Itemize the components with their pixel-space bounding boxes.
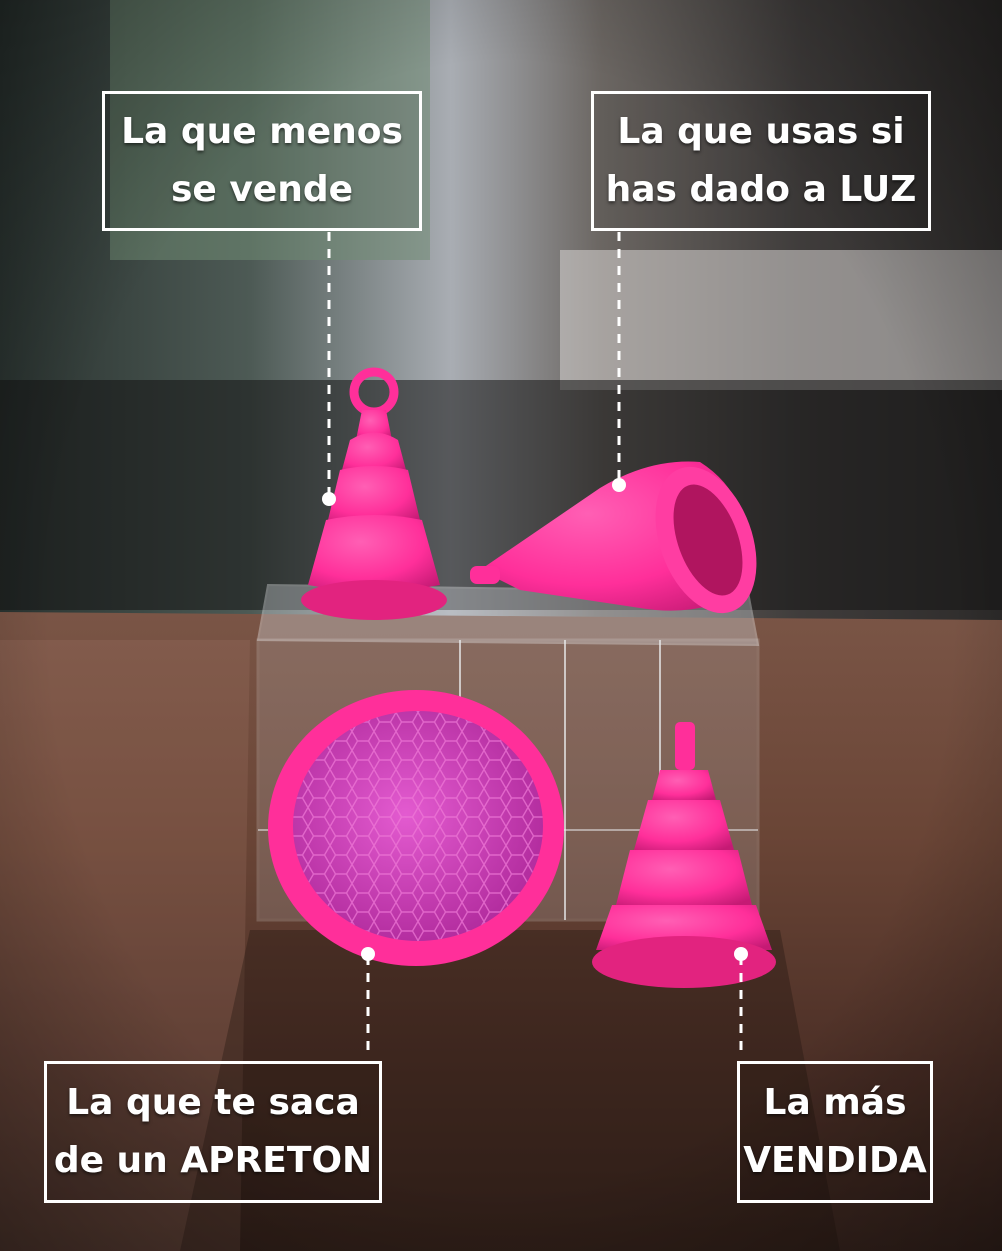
label-after-birth bbox=[591, 91, 931, 231]
label-line: La que te saca bbox=[66, 1082, 360, 1123]
label-line: has dado a LUZ bbox=[605, 169, 917, 210]
label-line: La que usas si bbox=[617, 111, 905, 152]
label-least-sold bbox=[102, 91, 422, 231]
label-disc bbox=[44, 1061, 382, 1203]
label-line: se vende bbox=[170, 169, 354, 210]
label-line: de un APRETON bbox=[53, 1140, 373, 1181]
label-line: La más bbox=[763, 1082, 907, 1123]
label-line: VENDIDA bbox=[743, 1140, 927, 1181]
label-line: La que menos bbox=[121, 111, 403, 152]
label-best-seller bbox=[737, 1061, 933, 1203]
